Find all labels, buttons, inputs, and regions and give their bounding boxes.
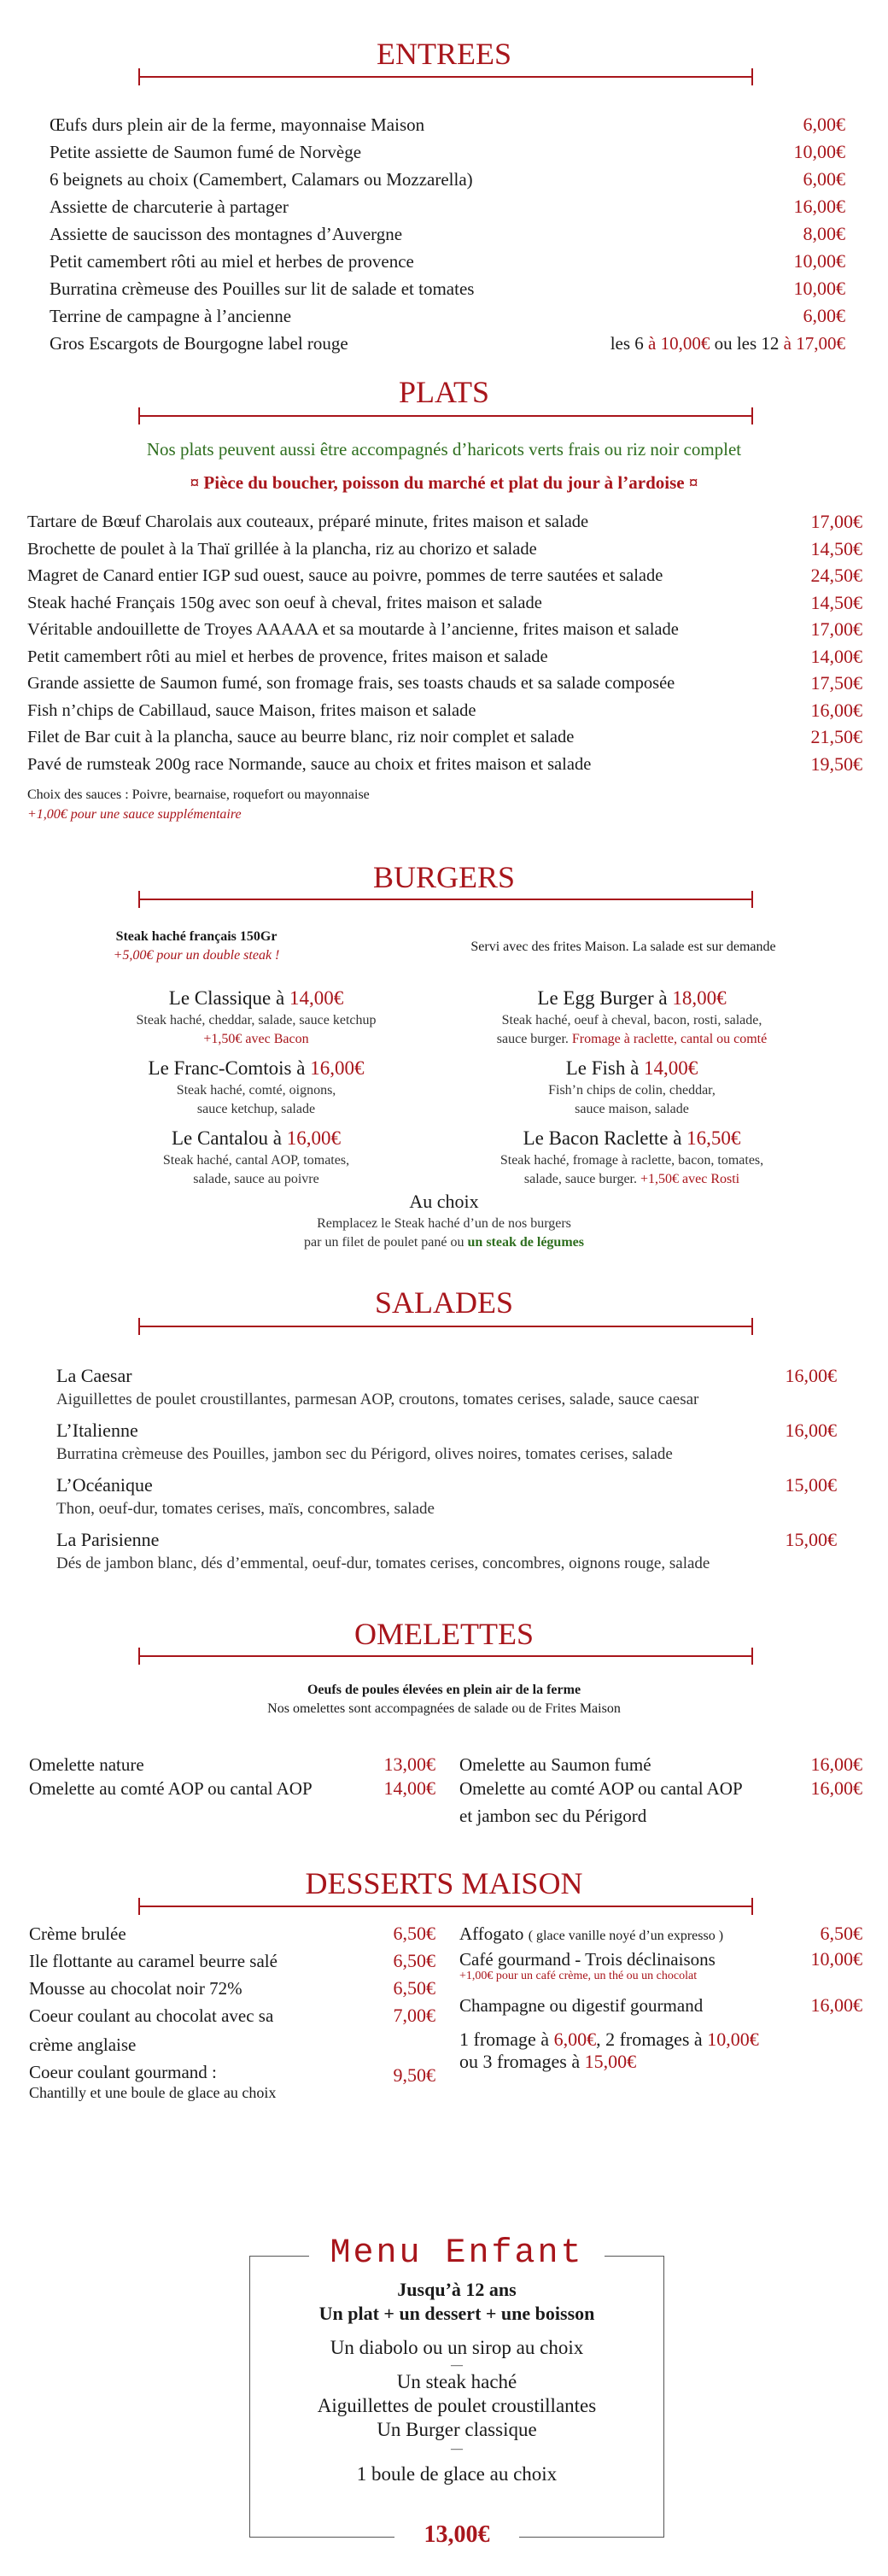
- plat-name: Petit camembert rôti au miel et herbes de provence, frites maison et salade: [27, 647, 548, 666]
- burger-name: Le Franc-Comtois à: [148, 1057, 306, 1079]
- fromage-p1: 6,00€: [553, 2029, 597, 2050]
- entree-price: 10,00€: [793, 250, 845, 272]
- entree-name: Petit camembert rôti au miel et herbes de provence: [50, 251, 414, 272]
- plat-name: Véritable andouillette de Troyes AAAAA et sa moutarde à l’ancienne, frites maison et salade: [27, 620, 679, 639]
- burger-desc: Steak haché, oeuf à cheval, bacon, rosti, salade,: [501, 1013, 762, 1027]
- salade-name: L’Océanique: [56, 1474, 153, 1496]
- entree-price: 8,00€: [803, 223, 845, 244]
- omelettes-sub1: Oeufs de poules élevées en plein air de la ferme: [307, 1683, 581, 1697]
- fromage-line2: [459, 2050, 636, 2074]
- entree-price: 6,00€: [803, 305, 845, 326]
- burger-desc2: salade, sauce burger.: [523, 1172, 637, 1186]
- burger-title: [102, 1057, 410, 1080]
- escargots-p3: ou les 12: [714, 333, 780, 354]
- dessert-left-extra: crème anglaise: [29, 2034, 137, 2055]
- choice-green: un steak de légumes: [467, 1235, 584, 1250]
- enfant-age: Jusqu’à 12 ans: [397, 2279, 517, 2300]
- burger-desc-2: [444, 1170, 820, 1188]
- burger-desc2: sauce ketchup, salade: [196, 1102, 316, 1116]
- dessert-gourmand-desc: Chantilly et une boule de glace au choix: [29, 2084, 277, 2101]
- dessert-name: Mousse au chocolat noir 72%: [29, 1978, 242, 1999]
- dessert-gourmand-name: Coeur coulant gourmand :: [29, 2062, 217, 2082]
- burger-extra: +1,50€ avec Rosti: [640, 1172, 740, 1186]
- affogato-desc: ( glace vanille noyé d’un expresso ): [528, 1929, 724, 1943]
- burger-desc2: sauce burger.: [496, 1032, 569, 1046]
- enfant-line5: 1 boule de glace au choix: [356, 2463, 558, 2485]
- fromage-p3: 15,00€: [584, 2051, 637, 2072]
- champagne-price: 16,00€: [810, 1994, 862, 2016]
- entree-price: 10,00€: [793, 141, 845, 162]
- desserts-rule: [138, 1906, 753, 1907]
- escargots-p2: à 10,00€: [648, 333, 710, 354]
- plat-name: Filet de Bar cuit à la plancha, sauce au beurre blanc, riz noir complet et salade: [27, 728, 575, 746]
- burger-desc: Steak haché, cheddar, salade, sauce ketchup: [136, 1013, 377, 1027]
- burger-title: [444, 1127, 820, 1150]
- burger-name: Le Bacon Raclette à: [523, 1127, 682, 1149]
- plat-price: 19,50€: [810, 752, 862, 775]
- burger-price: 16,50€: [686, 1127, 741, 1149]
- burger-desc: Steak haché, cantal AOP, tomates,: [162, 1153, 350, 1168]
- affogato-price: 6,50€: [820, 1923, 862, 1944]
- salade-price: 15,00€: [785, 1474, 837, 1496]
- salade-price: 15,00€: [785, 1529, 837, 1550]
- burgers-served-note: Servi avec des frites Maison. La salade est sur demande: [470, 940, 776, 954]
- salades-rule: [138, 1326, 753, 1327]
- omelette-right-extra: et jambon sec du Périgord: [459, 1806, 647, 1826]
- entrees-title: ENTREES: [377, 37, 511, 71]
- sauces-note: Choix des sauces : Poivre, bearnaise, roquefort ou mayonnaise: [27, 787, 370, 802]
- plat-name: Grande assiette de Saumon fumé, son fromage frais, ses toasts chauds et sa salade composée: [27, 674, 675, 693]
- fromage-a: 1 fromage à: [459, 2029, 550, 2050]
- burger-title: [444, 987, 820, 1010]
- omelette-price: 13,00€: [383, 1753, 435, 1775]
- entree-price: 10,00€: [793, 278, 845, 299]
- salade-price: 16,00€: [785, 1420, 837, 1441]
- omelettes-sub2: Nos omelettes sont accompagnées de salade ou de Frites Maison: [267, 1701, 621, 1716]
- omelette-name: Omelette au comté AOP ou cantal AOP: [459, 1778, 743, 1799]
- plat-name: Brochette de poulet à la Thaï grillée à la plancha, riz au chorizo et salade: [27, 539, 537, 559]
- enfant-box-top-right: [605, 2256, 664, 2257]
- entree-name: Assiette de charcuterie à partager: [50, 196, 289, 217]
- burger-desc-2: [102, 1100, 410, 1118]
- enfant-formula: Un plat + un dessert + une boisson: [318, 2303, 595, 2324]
- entree-name: Gros Escargots de Bourgogne label rouge: [50, 333, 348, 354]
- salade-desc: Aiguillettes de poulet croustillantes, parmesan AOP, croutons, tomates cerises, salade, sauce caesar: [56, 1390, 699, 1408]
- salade-name: La Caesar: [56, 1365, 132, 1386]
- escargots-p1: les 6: [610, 333, 644, 354]
- sauce-extra-note: +1,00€ pour une sauce supplémentaire: [27, 807, 242, 822]
- enfant-title: Menu Enfant: [330, 2234, 584, 2273]
- entree-price: 6,00€: [803, 168, 845, 190]
- burger-extra: +1,50€ avec Bacon: [203, 1032, 309, 1046]
- salade-desc: Dés de jambon blanc, dés d’emmental, oeuf-dur, tomates cerises, concombres, oignons rouge, salade: [56, 1554, 710, 1572]
- entree-name: Burratina crèmeuse des Pouilles sur lit de salade et tomates: [50, 278, 475, 299]
- plat-price: 17,00€: [810, 511, 862, 532]
- affogato-name: Affogato: [459, 1923, 524, 1944]
- plat-price: 16,00€: [810, 699, 862, 721]
- burger-name: Le Classique à: [168, 987, 285, 1009]
- entree-name: Petite assiette de Saumon fumé de Norvège: [50, 142, 362, 162]
- choice-line1: Remplacez le Steak haché d’un de nos burgers: [317, 1216, 571, 1231]
- dessert-name: Crème brulée: [29, 1923, 126, 1944]
- plat-price: 14,50€: [810, 591, 862, 613]
- omelette-price: 16,00€: [810, 1753, 862, 1775]
- escargots-p4: à 17,00€: [783, 333, 845, 354]
- dessert-name: Ile flottante au caramel beurre salé: [29, 1951, 278, 1971]
- cafe-price: 10,00€: [810, 1948, 862, 1970]
- entree-name: Œufs durs plein air de la ferme, mayonnaise Maison: [50, 114, 425, 135]
- plats-note-green: Nos plats peuvent aussi être accompagnés d’haricots verts frais ou riz noir complet: [146, 439, 742, 460]
- burger-price: 16,00€: [286, 1127, 341, 1149]
- burger-title: [102, 987, 410, 1010]
- burger-desc2: sauce maison, salade: [575, 1102, 689, 1116]
- affogato-line: [459, 1922, 723, 1948]
- enfant-line2: Un steak haché: [396, 2371, 517, 2392]
- plats-note-red: ¤ Pièce du boucher, poisson du marché et plat du jour à l’ardoise ¤: [190, 472, 698, 493]
- omelette-price: 16,00€: [810, 1777, 862, 1799]
- entree-name: Terrine de campagne à l’ancienne: [50, 306, 292, 326]
- burger-desc: Steak haché, comté, oignons,: [176, 1083, 336, 1098]
- salades-title: SALADES: [374, 1285, 514, 1320]
- dessert-gourmand-price: 9,50€: [393, 2064, 435, 2086]
- omelette-price: 14,00€: [383, 1777, 435, 1799]
- salade-desc: Burratina crèmeuse des Pouilles, jambon sec du Périgord, olives noires, tomates cerises, salade: [56, 1445, 673, 1463]
- enfant-line3: Aiguillettes de poulet croustillantes: [317, 2395, 597, 2416]
- burger-title: [444, 1057, 820, 1080]
- salade-name: L’Italienne: [56, 1420, 138, 1441]
- choice-line2-wrap: [0, 1233, 888, 1251]
- plat-name: Fish n’chips de Cabillaud, sauce Maison, frites maison et salade: [27, 700, 476, 720]
- entree-name: Assiette de saucisson des montagnes d’Auvergne: [50, 224, 403, 244]
- enfant-sep1: —: [451, 2359, 463, 2372]
- entree-name: 6 beignets au choix (Camembert, Calamars ou Mozzarella): [50, 169, 473, 190]
- plats-title: PLATS: [398, 375, 490, 409]
- cafe-name: Café gourmand - Trois déclinaisons: [459, 1949, 716, 1970]
- dessert-price: 6,50€: [393, 1977, 435, 1999]
- omelettes-title: OMELETTES: [354, 1617, 534, 1651]
- burger-desc2: salade, sauce au poivre: [193, 1172, 319, 1186]
- fromage-b: , 2 fromages à: [596, 2029, 703, 2050]
- plat-price: 21,50€: [810, 726, 862, 747]
- choice-title: Au choix: [409, 1191, 479, 1212]
- omelette-name: Omelette au Saumon fumé: [459, 1754, 651, 1775]
- burger-name: Le Cantalou à: [171, 1127, 282, 1149]
- burger-price: 14,00€: [644, 1057, 698, 1079]
- burger-title: [102, 1127, 410, 1150]
- plat-price: 17,50€: [810, 672, 862, 694]
- salade-price: 16,00€: [785, 1365, 837, 1386]
- dessert-price: 7,00€: [393, 2005, 435, 2026]
- burger-desc-2: [444, 1030, 820, 1048]
- dessert-price: 6,50€: [393, 1923, 435, 1944]
- entree-price: 16,00€: [793, 196, 845, 217]
- steak-title: Steak haché français 150Gr: [115, 929, 278, 944]
- burger-price: 14,00€: [289, 987, 344, 1009]
- escargots-price: [564, 331, 845, 355]
- salade-desc: Thon, oeuf-dur, tomates cerises, maïs, concombres, salade: [56, 1500, 435, 1518]
- burger-desc-2: [444, 1100, 820, 1118]
- dessert-price: 6,50€: [393, 1950, 435, 1971]
- burger-price: 18,00€: [672, 987, 727, 1009]
- plats-rule: [138, 415, 753, 417]
- enfant-price: 13,00€: [424, 2521, 490, 2548]
- dessert-name: Coeur coulant au chocolat avec sa: [29, 2005, 274, 2026]
- burger-name: Le Egg Burger à: [537, 987, 668, 1009]
- burger-desc: Fish’n chips de colin, cheddar,: [548, 1083, 716, 1098]
- enfant-sep2: —: [451, 2443, 463, 2456]
- plat-price: 14,50€: [810, 537, 862, 559]
- fromage-p2: 10,00€: [707, 2029, 759, 2050]
- burger-price: 16,00€: [310, 1057, 365, 1079]
- burger-desc-2: [102, 1030, 410, 1048]
- choice-line2: par un filet de poulet pané ou: [304, 1235, 464, 1250]
- burgers-rule: [138, 899, 753, 900]
- cafe-extra: +1,00€ pour un café crème, un thé ou un chocolat: [459, 1970, 698, 1982]
- enfant-line4: Un Burger classique: [377, 2419, 537, 2440]
- plat-price: 14,00€: [810, 645, 862, 667]
- desserts-title: DESSERTS MAISON: [305, 1866, 583, 1900]
- salade-name: La Parisienne: [56, 1529, 160, 1550]
- fromage-line1: [459, 2028, 759, 2052]
- burger-extra: Fromage à raclette, cantal ou comté: [571, 1032, 768, 1046]
- omelette-name: Omelette au comté AOP ou cantal AOP: [29, 1778, 313, 1799]
- fromage-c: ou 3 fromages à: [459, 2051, 581, 2072]
- plat-name: Magret de Canard entier IGP sud ouest, sauce au poivre, pommes de terre sautées et salade: [27, 566, 663, 585]
- burger-desc: Steak haché, fromage à raclette, bacon, tomates,: [500, 1153, 764, 1168]
- steak-extra: +5,00€ pour un double steak !: [113, 948, 280, 963]
- plat-name: Pavé de rumsteak 200g race Normande, sauce au choix et frites maison et salade: [27, 754, 592, 774]
- enfant-line1: Un diabolo ou un sirop au choix: [330, 2337, 584, 2358]
- omelettes-rule: [138, 1655, 753, 1657]
- plat-price: 24,50€: [810, 565, 862, 586]
- entrees-rule: [138, 76, 753, 78]
- burger-name: Le Fish à: [565, 1057, 640, 1079]
- plat-name: Tartare de Bœuf Charolais aux couteaux, préparé minute, frites maison et salade: [27, 512, 589, 531]
- entree-price: 6,00€: [803, 114, 845, 135]
- omelette-name: Omelette nature: [29, 1754, 144, 1775]
- champagne-name: Champagne ou digestif gourmand: [459, 1995, 704, 2016]
- plat-name: Steak haché Français 150g avec son oeuf à cheval, frites maison et salade: [27, 593, 542, 612]
- enfant-box-top-left: [249, 2256, 309, 2257]
- plat-price: 17,00€: [810, 618, 862, 640]
- burgers-title: BURGERS: [372, 860, 516, 894]
- burger-desc-2: [102, 1170, 410, 1188]
